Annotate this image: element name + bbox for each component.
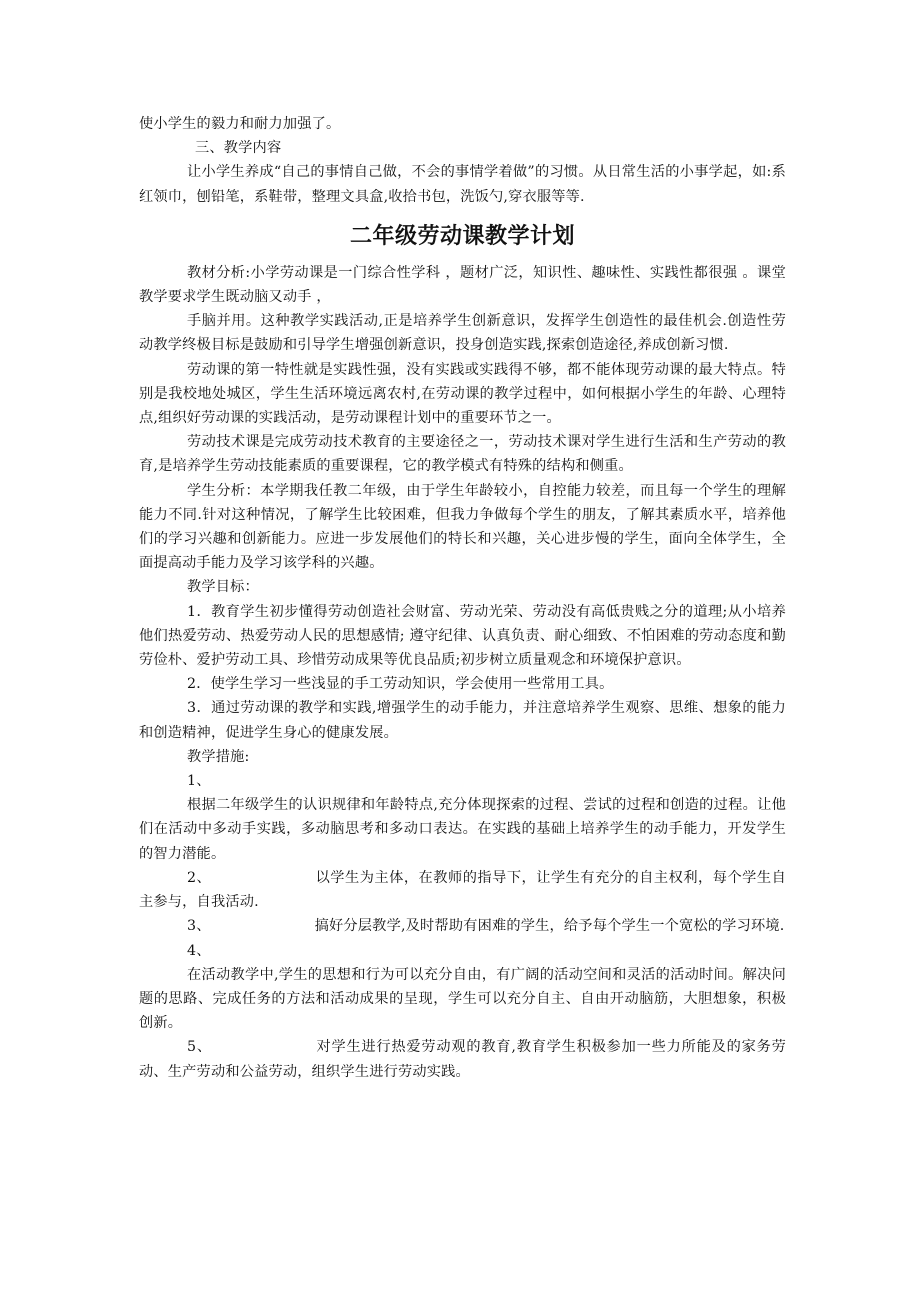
list-item: 1．教育学生初步懂得劳动创造社会财富、劳动光荣、劳动没有高低贵贱之分的道理;从小培养他们热爱劳动、热爱劳动人民的思想感情; 遵守纪律、认真负责、耐心细致、不怕困难的劳动态度和勤劳俭朴、爱护劳动工具、珍惜劳动成果等优良品质;初步树立质量观念和环境保护意识。	[139, 603, 786, 669]
list-item	[139, 866, 786, 914]
section-heading: 三、教学内容	[195, 140, 282, 157]
document-body	[139, 112, 786, 1084]
list-number: 1、	[187, 773, 211, 790]
section-heading: 教学目标：	[187, 579, 259, 596]
list-number: 4、	[187, 942, 211, 959]
paragraph: 手脑并用。这种教学实践活动,正是培养学生创新意识，发挥学生创造性的最佳机会.创造性劳动教学终极目标是鼓励和引导学生增强创新意识，投身创造实践,探索创造途径,养成创新习惯.	[139, 313, 786, 354]
list-number: 2、	[187, 869, 212, 886]
list-text: 搞好分层教学,及时帮助有困难的学生，给予每个学生一个宽松的学习环境.	[314, 918, 785, 935]
list-number: 5、	[187, 1039, 212, 1056]
list-item: 3．通过劳动课的教学和实践,增强学生的动手能力，并注意培养学生观察、思维、想象的能力和创造精神，促进学生身心的健康发展。	[139, 700, 786, 741]
paragraph: 教材分析:小学劳动课是一门综合性学科 ，题材广泛，知识性、趣味性、实践性都很强 。课堂教学要求学生既动脑又动手 ，	[139, 264, 786, 306]
list-item: 在活动教学中,学生的思想和行为可以充分自由，有广阔的活动空间和灵活的活动时间。解决问题的思路、完成任务的方法和活动成果的呈现，学生可以充分自主、自由开动脑筋，大胆想象，积极创新。	[139, 966, 786, 1032]
list-item	[139, 1035, 786, 1083]
list-text: 对学生进行热爱劳动观的教育,教育学生积极参加一些力所能及的家务劳动、生产劳动和公益劳动，组织学生进行劳动实践。	[139, 1039, 786, 1080]
paragraph: 劳动技术课是完成劳动技术教育的主要途径之一，劳动技术课对学生进行生活和生产劳动的教育,是培养学生劳动技能素质的重要课程，它的教学模式有特殊的结构和侧重。	[139, 434, 786, 475]
paragraph: 劳动课的第一特性就是实践性强，没有实践或实践得不够，都不能体现劳动课的最大特点。特别是我校地处城区，学生生活环境远离农村,在劳动课的教学过程中，如何根据小学生的年龄、心理特点,组织好劳动课的实践活动，是劳动课程计划中的重要环节之一。	[139, 361, 786, 427]
list-text: 以学生为主体，在教师的指导下，让学生有充分的自主权利，每个学生自主参与，自我活动.	[139, 869, 786, 911]
list-item: 根据二年级学生的认识规律和年龄特点,充分体现探索的过程、尝试的过程和创造的过程。让他们在活动中多动手实践，多动脑思考和多动口表达。在实践的基础上培养学生的动手能力，开发学生的智力潜能。	[139, 797, 786, 862]
list-item: 2．使学生学习一些浅显的手工劳动知识，学会使用一些常用工具。	[187, 676, 614, 693]
list-item	[139, 914, 786, 938]
section-heading: 教学措施:	[187, 748, 250, 765]
paragraph: 让小学生养成“自己的事情自己做，不会的事情学着做”的习惯。从日常生活的小事学起，如:系红领巾，刨铅笔，系鞋带，整理文具盒,收拾书包，洗饭勺,穿衣服等等.	[139, 164, 786, 205]
list-number: 3、	[187, 918, 211, 935]
paragraph: 使小学生的毅力和耐力加强了。	[139, 116, 341, 132]
document-title: 二年级劳动课教学计划	[349, 222, 575, 249]
paragraph: 学生分析：本学期我任教二年级，由于学生年龄较小，自控能力较差，而且每一个学生的理解能力不同.针对这种情况，了解学生比较困难，但我力争做每个学生的朋友，了解其素质水平，培养他们的学习兴趣和创新能力。应进一步发展他们的特长和兴趣，关心进步慢的学生，面向全体学生，全面提高动手能力及学习该学科的兴趣。	[139, 482, 786, 572]
